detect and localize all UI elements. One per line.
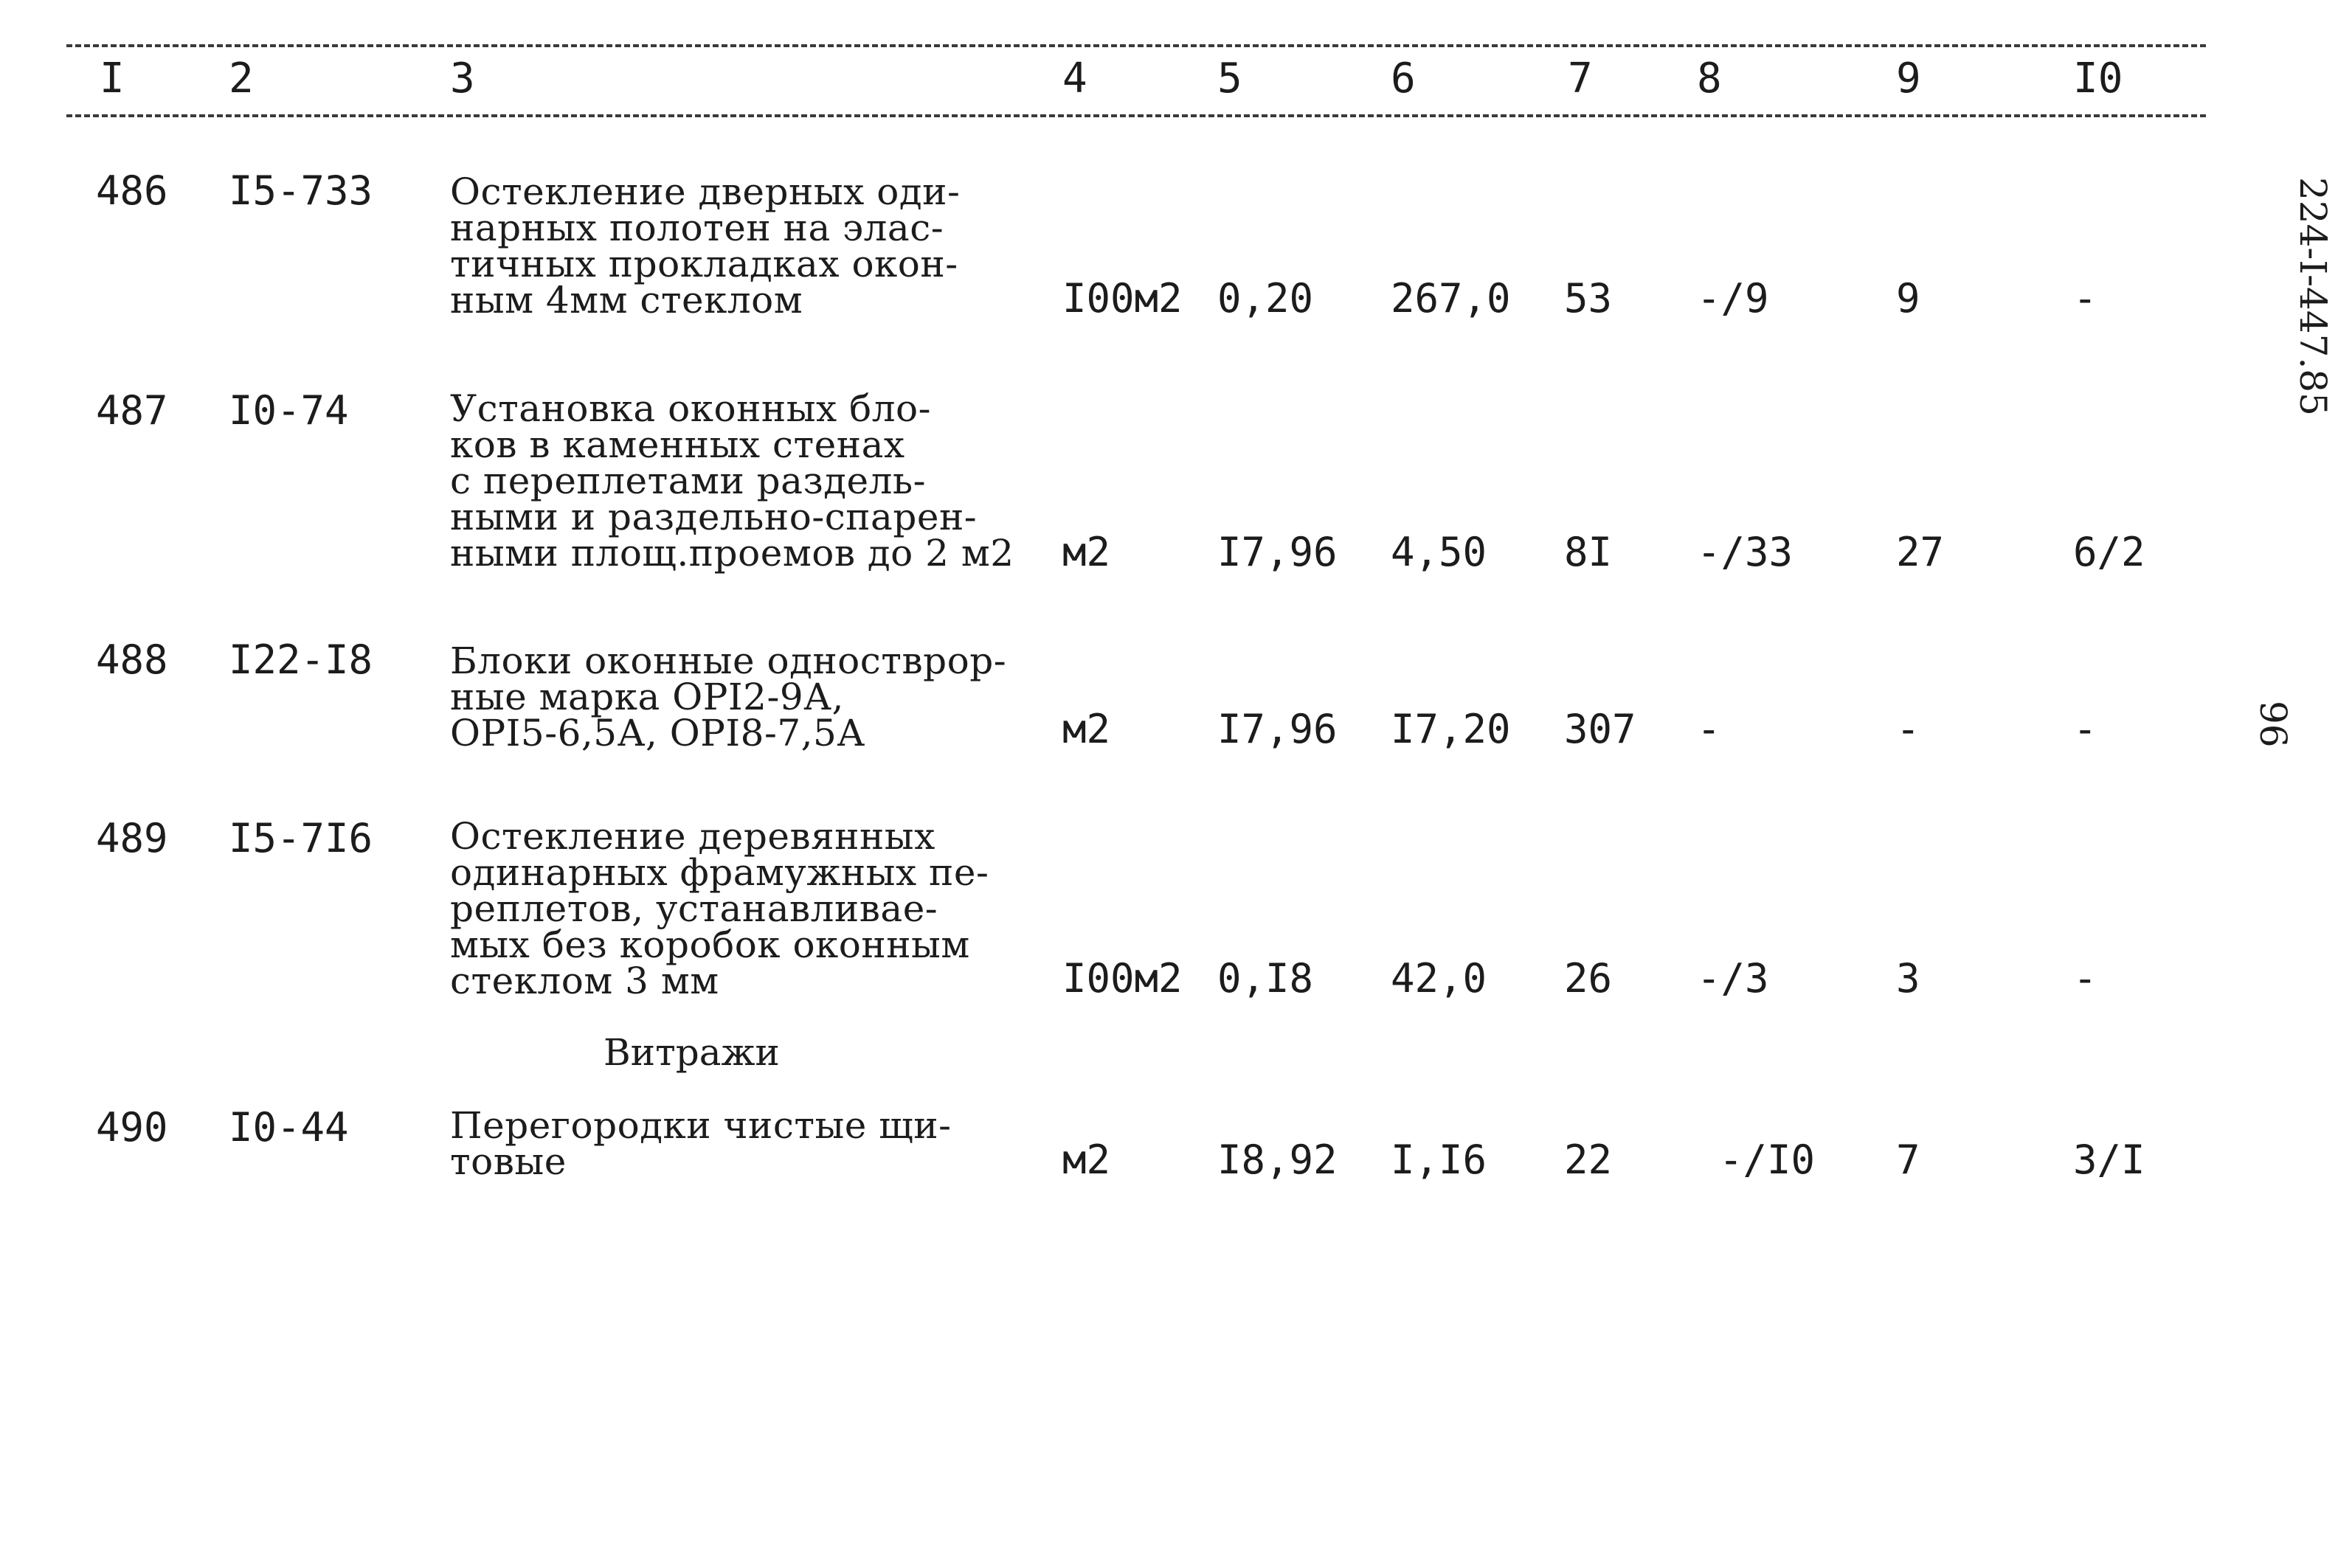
desc-line: Остекление деревянных xyxy=(450,815,935,858)
row-490-col7: 22 xyxy=(1564,1137,1613,1183)
row-490-number: 490 xyxy=(96,1104,168,1151)
row-489-unit: I00м2 xyxy=(1062,955,1183,1002)
header-col-8: 8 xyxy=(1697,55,1722,103)
row-486-col6: 267,0 xyxy=(1391,275,1511,322)
row-490-col6: I,I6 xyxy=(1391,1137,1487,1183)
header-top-rule xyxy=(66,44,2206,47)
header-col-5: 5 xyxy=(1217,55,1242,103)
desc-line: стеклом 3 мм xyxy=(450,960,719,1002)
header-col-7: 7 xyxy=(1568,55,1593,103)
row-490-col5: I8,92 xyxy=(1217,1137,1338,1183)
row-486-code: I5-733 xyxy=(229,167,373,214)
row-488-col8: - xyxy=(1697,706,1721,752)
row-486-col8: -/9 xyxy=(1697,275,1769,322)
header-col-10: I0 xyxy=(2073,55,2123,103)
row-490-description xyxy=(450,1104,1040,1183)
row-489-number: 489 xyxy=(96,815,168,861)
header-bottom-rule xyxy=(66,114,2206,117)
row-490-col10: 3/I xyxy=(2073,1137,2145,1183)
row-490-unit: м2 xyxy=(1062,1137,1111,1183)
row-487-description xyxy=(450,387,1040,575)
row-486-col9: 9 xyxy=(1896,275,1920,322)
desc-line: Перегородки чистые щи- xyxy=(450,1104,952,1147)
row-487-col6: 4,50 xyxy=(1391,529,1487,575)
desc-line: реплетов, устанавливае- xyxy=(450,887,938,930)
row-486-unit: I00м2 xyxy=(1062,275,1183,322)
row-490-col9: 7 xyxy=(1896,1137,1920,1183)
desc-line: товые xyxy=(450,1140,567,1183)
row-488-unit: м2 xyxy=(1062,706,1111,752)
section-title-vitrazhi: Витражи xyxy=(603,1031,780,1074)
desc-line: ными и раздельно-спарен- xyxy=(450,496,978,538)
desc-line: тичных прокладках окон- xyxy=(450,243,958,285)
row-487-col9: 27 xyxy=(1896,529,1945,575)
document-code-vertical xyxy=(2287,177,2339,443)
desc-line: мых без коробок оконным xyxy=(450,923,970,966)
desc-line: ными площ.проемов до 2 м2 xyxy=(450,532,1014,575)
row-488-description xyxy=(450,639,1040,754)
row-490-col8: -/I0 xyxy=(1719,1137,1816,1183)
row-487-col7: 8I xyxy=(1564,529,1613,575)
row-489-code: I5-7I6 xyxy=(229,815,373,861)
row-487-number: 487 xyxy=(96,387,168,434)
row-486-description xyxy=(450,170,1040,322)
desc-line: Установка оконных бло- xyxy=(450,387,931,430)
row-487-col10: 6/2 xyxy=(2073,529,2145,575)
row-486-number: 486 xyxy=(96,167,168,214)
page-number-vertical xyxy=(2252,701,2299,748)
desc-line: ОРI5-6,5А, ОРI8-7,5А xyxy=(450,712,865,754)
row-489-col8: -/3 xyxy=(1697,955,1769,1002)
desc-line: ным 4мм стеклом xyxy=(450,279,803,322)
row-488-col5: I7,96 xyxy=(1217,706,1338,752)
row-488-col7: 307 xyxy=(1564,706,1636,752)
row-489-description xyxy=(450,815,1040,1002)
header-col-9: 9 xyxy=(1896,55,1921,103)
row-487-col8: -/33 xyxy=(1697,529,1794,575)
row-487-col5: I7,96 xyxy=(1217,529,1338,575)
desc-line: одинарных фрамужных пе- xyxy=(450,851,989,894)
row-486-col7: 53 xyxy=(1564,275,1613,322)
row-489-col7: 26 xyxy=(1564,955,1613,1002)
desc-line: ные марка ОРI2-9А, xyxy=(450,676,844,718)
desc-line: Остекление дверных оди- xyxy=(450,170,961,213)
row-489-col9: 3 xyxy=(1896,955,1920,1002)
desc-line: Блоки оконные одностврор- xyxy=(450,639,1007,682)
header-col-1: I xyxy=(100,55,125,103)
row-488-code: I22-I8 xyxy=(229,636,373,683)
header-col-2: 2 xyxy=(229,55,254,103)
desc-line: с переплетами раздель- xyxy=(450,459,927,502)
row-488-col6: I7,20 xyxy=(1391,706,1511,752)
row-487-unit: м2 xyxy=(1062,529,1111,575)
row-488-col10: - xyxy=(2073,706,2097,752)
row-489-col6: 42,0 xyxy=(1391,955,1487,1002)
desc-line: нарных полотен на элас- xyxy=(450,207,944,249)
row-486-col5: 0,20 xyxy=(1217,275,1314,322)
row-486-col10: - xyxy=(2073,275,2097,322)
page-number-text: 96 xyxy=(2252,701,2294,748)
desc-line: ков в каменных стенах xyxy=(450,423,905,466)
row-489-col5: 0,I8 xyxy=(1217,955,1314,1002)
row-487-code: I0-74 xyxy=(229,387,349,434)
header-col-4: 4 xyxy=(1062,55,1087,103)
row-489-col10: - xyxy=(2073,955,2097,1002)
row-488-number: 488 xyxy=(96,636,168,683)
row-488-col9: - xyxy=(1896,706,1920,752)
document-code-text: 224-I-447.85 xyxy=(2292,177,2334,416)
header-col-3: 3 xyxy=(450,55,475,103)
row-490-code: I0-44 xyxy=(229,1104,349,1151)
header-col-6: 6 xyxy=(1391,55,1416,103)
